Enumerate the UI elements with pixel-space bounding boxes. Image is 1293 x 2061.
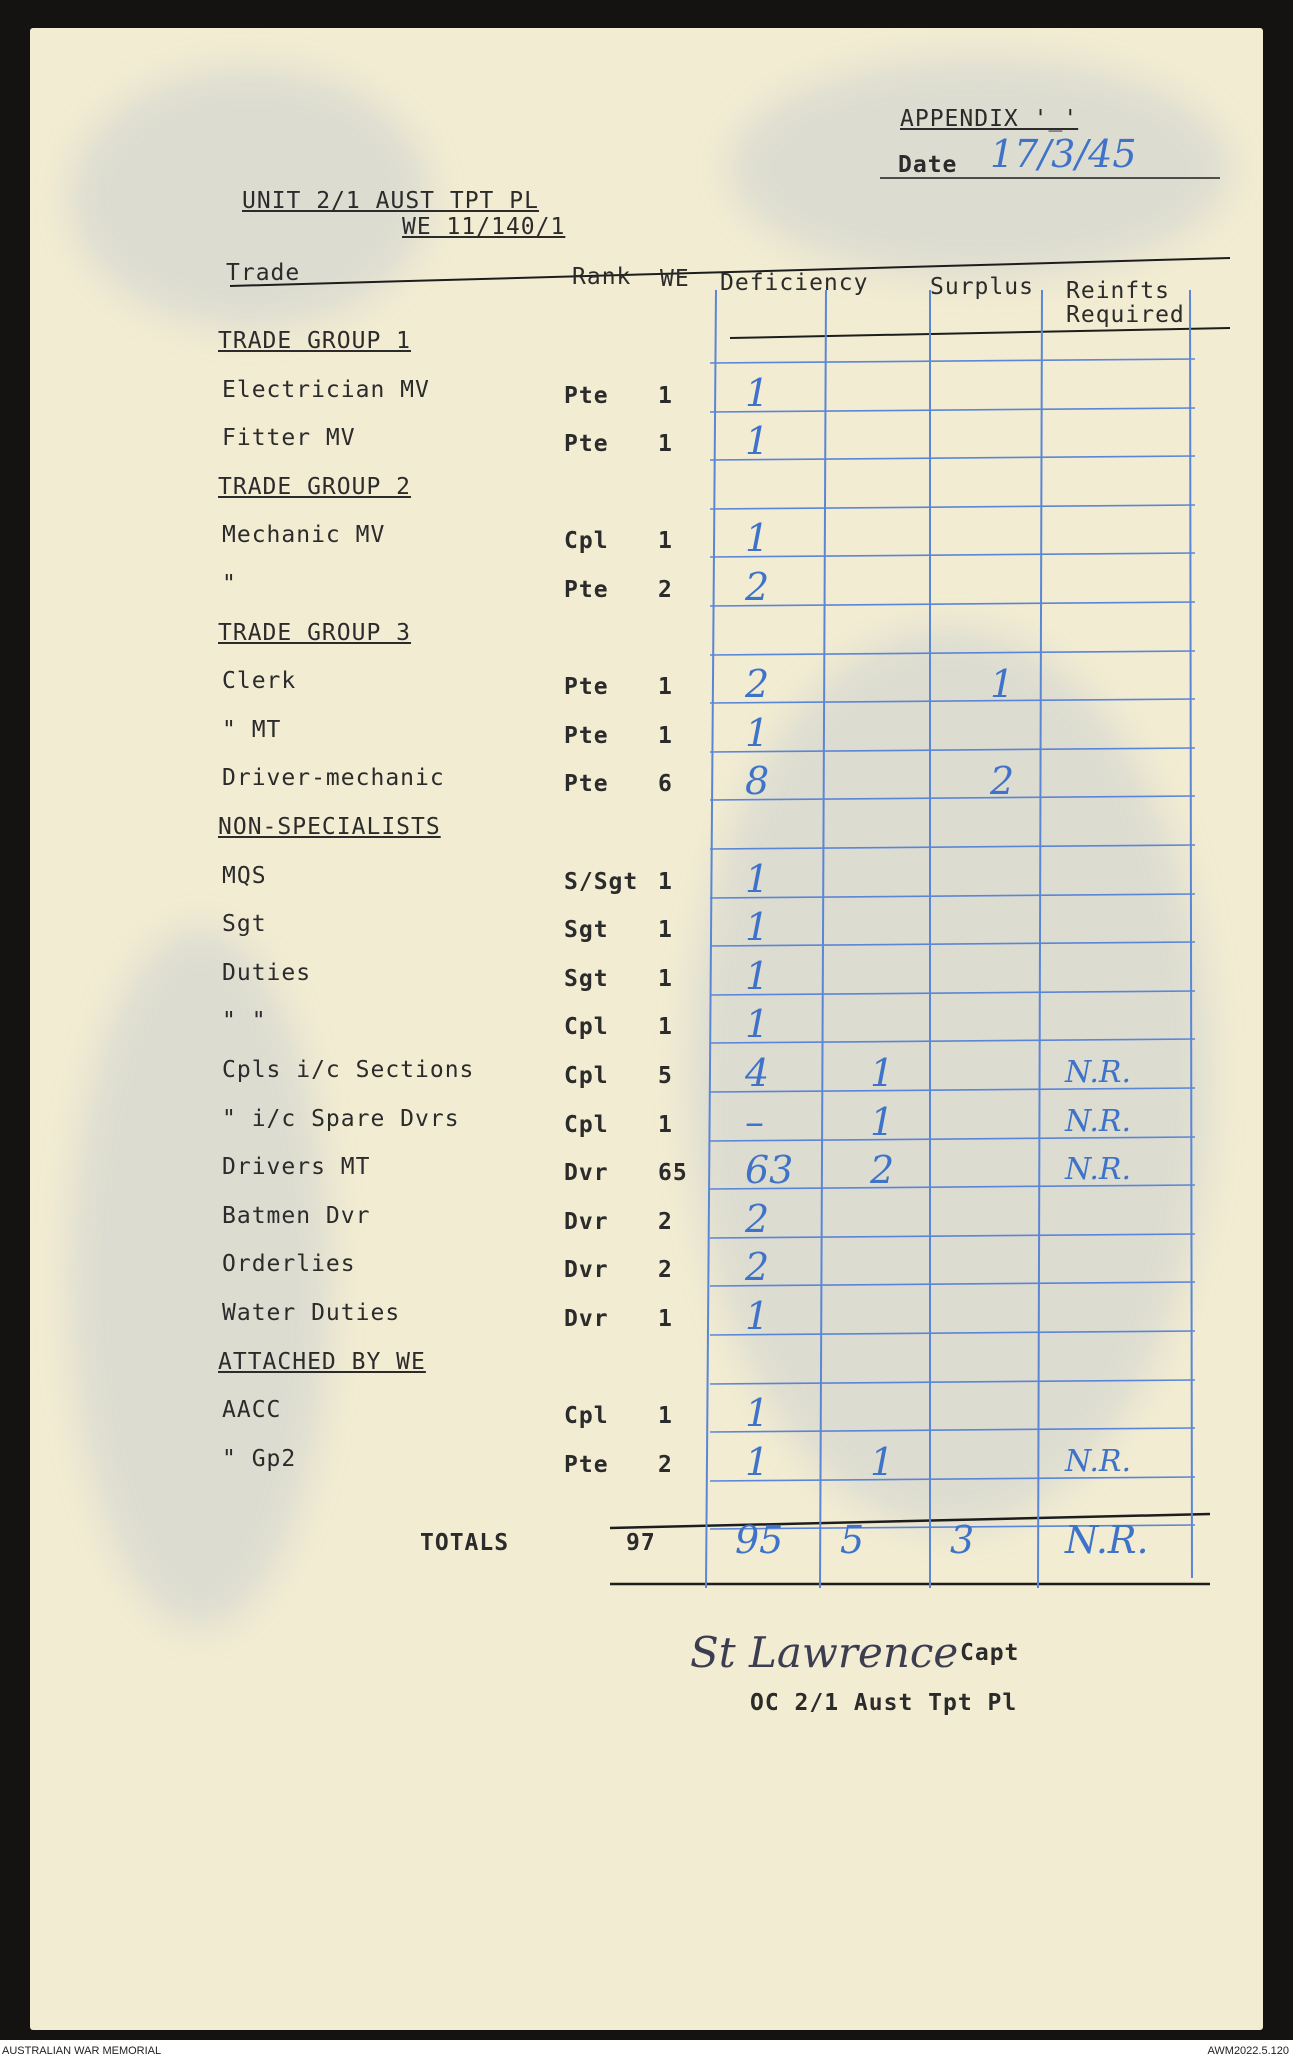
row-trade: Mechanic MV xyxy=(222,522,386,548)
row-deficiency: 1 xyxy=(745,857,770,901)
row-we: 5 xyxy=(658,1063,673,1089)
section-heading: TRADE GROUP 3 xyxy=(218,620,412,646)
row-surplus: 2 xyxy=(990,759,1015,803)
col-deficiency-header: Deficiency xyxy=(720,270,869,296)
unit-line: UNIT 2/1 AUST TPT PL xyxy=(242,188,539,214)
grid-row-line xyxy=(710,1380,1195,1384)
row-we: 1 xyxy=(658,966,673,992)
row-we: 65 xyxy=(658,1160,688,1186)
row-second-col: 2 xyxy=(870,1148,895,1192)
row-rank: Dvr xyxy=(564,1209,609,1235)
row-deficiency: 1 xyxy=(745,1294,770,1338)
row-deficiency: 1 xyxy=(745,419,770,463)
row-we: 1 xyxy=(658,431,673,457)
row-trade: " " xyxy=(222,1008,267,1034)
grid-row-line xyxy=(710,602,1195,606)
col-we-header: WE xyxy=(660,266,690,292)
date-value: 17/3/45 xyxy=(990,132,1137,176)
row-deficiency: 1 xyxy=(745,371,770,415)
row-rank: Pte xyxy=(564,1452,609,1478)
totals-surplus: 3 xyxy=(950,1518,975,1562)
row-we: 6 xyxy=(658,771,673,797)
row-rank: Pte xyxy=(564,431,609,457)
grid-column-line xyxy=(820,290,826,1588)
row-trade: AACC xyxy=(222,1397,282,1423)
row-rank: Cpl xyxy=(564,1403,609,1429)
row-rank: Pte xyxy=(564,723,609,749)
grid-row-line xyxy=(710,505,1195,509)
grid-row-line xyxy=(710,1331,1195,1335)
grid-row-line xyxy=(710,699,1195,703)
row-surplus: 1 xyxy=(990,662,1015,706)
row-trade: Batmen Dvr xyxy=(222,1203,371,1229)
document-page xyxy=(30,28,1263,2030)
grid-row-line xyxy=(710,1282,1195,1286)
row-we: 1 xyxy=(658,869,673,895)
row-deficiency: 2 xyxy=(745,1245,770,1289)
row-trade: Driver-mechanic xyxy=(222,765,445,791)
signature: St Lawrence xyxy=(690,1628,959,1677)
row-we: 1 xyxy=(658,383,673,409)
row-reinfts: N.R. xyxy=(1065,1152,1131,1187)
grid-row-line xyxy=(710,651,1195,655)
row-rank: Cpl xyxy=(564,528,609,554)
row-rank: Pte xyxy=(564,674,609,700)
grid-row-line xyxy=(710,894,1195,898)
row-rank: Pte xyxy=(564,771,609,797)
grid-row-line xyxy=(710,991,1195,995)
row-we: 1 xyxy=(658,1306,673,1332)
totals-label: TOTALS xyxy=(420,1530,510,1556)
row-we: 2 xyxy=(658,1209,673,1235)
row-deficiency: 2 xyxy=(745,1197,770,1241)
section-heading: TRADE GROUP 1 xyxy=(218,328,412,354)
row-reinfts: N.R. xyxy=(1065,1055,1131,1090)
row-rank: Sgt xyxy=(564,917,609,943)
header-rule-bottom xyxy=(730,328,1230,338)
row-rank: Dvr xyxy=(564,1160,609,1186)
grid-row-line xyxy=(710,408,1195,412)
col-required-header: Required xyxy=(1066,302,1185,328)
row-we: 1 xyxy=(658,917,673,943)
row-second-col: 1 xyxy=(870,1440,895,1484)
row-deficiency: 2 xyxy=(745,565,770,609)
row-trade: Water Duties xyxy=(222,1300,401,1326)
grid-row-line xyxy=(710,456,1195,460)
row-rank: S/Sgt xyxy=(564,869,639,895)
row-rank: Pte xyxy=(564,383,609,409)
row-deficiency: 63 xyxy=(745,1148,794,1192)
col-surplus-header: Surplus xyxy=(930,274,1034,300)
row-deficiency: 1 xyxy=(745,1391,770,1435)
col-trade-header: Trade xyxy=(226,260,301,286)
footer-left: AUSTRALIAN WAR MEMORIAL xyxy=(2,2045,162,2057)
row-rank: Dvr xyxy=(564,1257,609,1283)
row-rank: Sgt xyxy=(564,966,609,992)
row-trade: Orderlies xyxy=(222,1251,356,1277)
grid-column-line xyxy=(1190,290,1192,1578)
row-rank: Dvr xyxy=(564,1306,609,1332)
row-deficiency: 1 xyxy=(745,954,770,998)
grid-column-line xyxy=(706,290,716,1588)
grid-row-line xyxy=(710,942,1195,946)
row-trade: Drivers MT xyxy=(222,1154,371,1180)
row-trade: Cpls i/c Sections xyxy=(222,1057,475,1083)
col-reinfts-header: Reinfts xyxy=(1066,278,1170,304)
section-heading: TRADE GROUP 2 xyxy=(218,474,412,500)
row-trade: " Gp2 xyxy=(222,1446,297,1472)
table-rules xyxy=(30,28,1263,2030)
row-rank: Cpl xyxy=(564,1063,609,1089)
totals-deficiency: 95 xyxy=(735,1518,784,1562)
row-deficiency: 1 xyxy=(745,711,770,755)
row-trade: " MT xyxy=(222,717,282,743)
row-we: 2 xyxy=(658,1452,673,1478)
col-rank-header: Rank xyxy=(572,264,632,290)
row-trade: " xyxy=(222,571,237,597)
row-trade: Clerk xyxy=(222,668,297,694)
section-heading: NON-SPECIALISTS xyxy=(218,814,441,840)
totals-reinfts: N.R. xyxy=(1065,1518,1149,1562)
row-trade: MQS xyxy=(222,863,267,889)
row-trade: Sgt xyxy=(222,911,267,937)
row-we: 1 xyxy=(658,723,673,749)
row-deficiency: 2 xyxy=(745,662,770,706)
grid-row-line xyxy=(710,1039,1195,1043)
row-rank: Pte xyxy=(564,577,609,603)
row-trade: Electrician MV xyxy=(222,377,430,403)
row-deficiency: 1 xyxy=(745,905,770,949)
grid-row-line xyxy=(710,796,1195,800)
row-trade: Fitter MV xyxy=(222,425,356,451)
totals-second-col: 5 xyxy=(840,1518,865,1562)
row-second-col: 1 xyxy=(870,1100,895,1144)
row-deficiency: 1 xyxy=(745,1002,770,1046)
appendix-label: APPENDIX '_' xyxy=(900,106,1079,132)
row-deficiency: 1 xyxy=(745,1440,770,1484)
we-line: WE 11/140/1 xyxy=(402,214,566,240)
row-rank: Cpl xyxy=(564,1112,609,1138)
row-second-col: 1 xyxy=(870,1051,895,1095)
signature-rank: Capt xyxy=(960,1640,1020,1666)
row-we: 2 xyxy=(658,577,673,603)
grid-row-line xyxy=(710,748,1195,752)
signature-title: OC 2/1 Aust Tpt Pl xyxy=(750,1690,1018,1716)
row-deficiency: 4 xyxy=(745,1051,770,1095)
row-reinfts: N.R. xyxy=(1065,1104,1131,1139)
grid-row-line xyxy=(710,1234,1195,1238)
grid-row-line xyxy=(710,845,1195,849)
row-rank: Cpl xyxy=(564,1014,609,1040)
row-we: 1 xyxy=(658,1014,673,1040)
date-label: Date xyxy=(898,152,958,178)
section-heading: ATTACHED BY WE xyxy=(218,1349,426,1375)
row-we: 1 xyxy=(658,1403,673,1429)
row-we: 1 xyxy=(658,1112,673,1138)
row-deficiency: 8 xyxy=(745,759,770,803)
totals-we: 97 xyxy=(626,1530,656,1556)
row-we: 1 xyxy=(658,674,673,700)
row-deficiency: 1 xyxy=(745,516,770,560)
grid-row-line xyxy=(710,553,1195,557)
grid-column-line xyxy=(1038,290,1042,1588)
grid-row-line xyxy=(710,1428,1195,1432)
footer-right: AWM2022.5.120 xyxy=(1207,2045,1289,2057)
row-trade: " i/c Spare Dvrs xyxy=(222,1106,460,1132)
row-we: 1 xyxy=(658,528,673,554)
row-deficiency: – xyxy=(745,1100,764,1144)
row-reinfts: N.R. xyxy=(1065,1444,1131,1479)
row-we: 2 xyxy=(658,1257,673,1283)
grid-row-line xyxy=(710,359,1195,363)
row-trade: Duties xyxy=(222,960,312,986)
